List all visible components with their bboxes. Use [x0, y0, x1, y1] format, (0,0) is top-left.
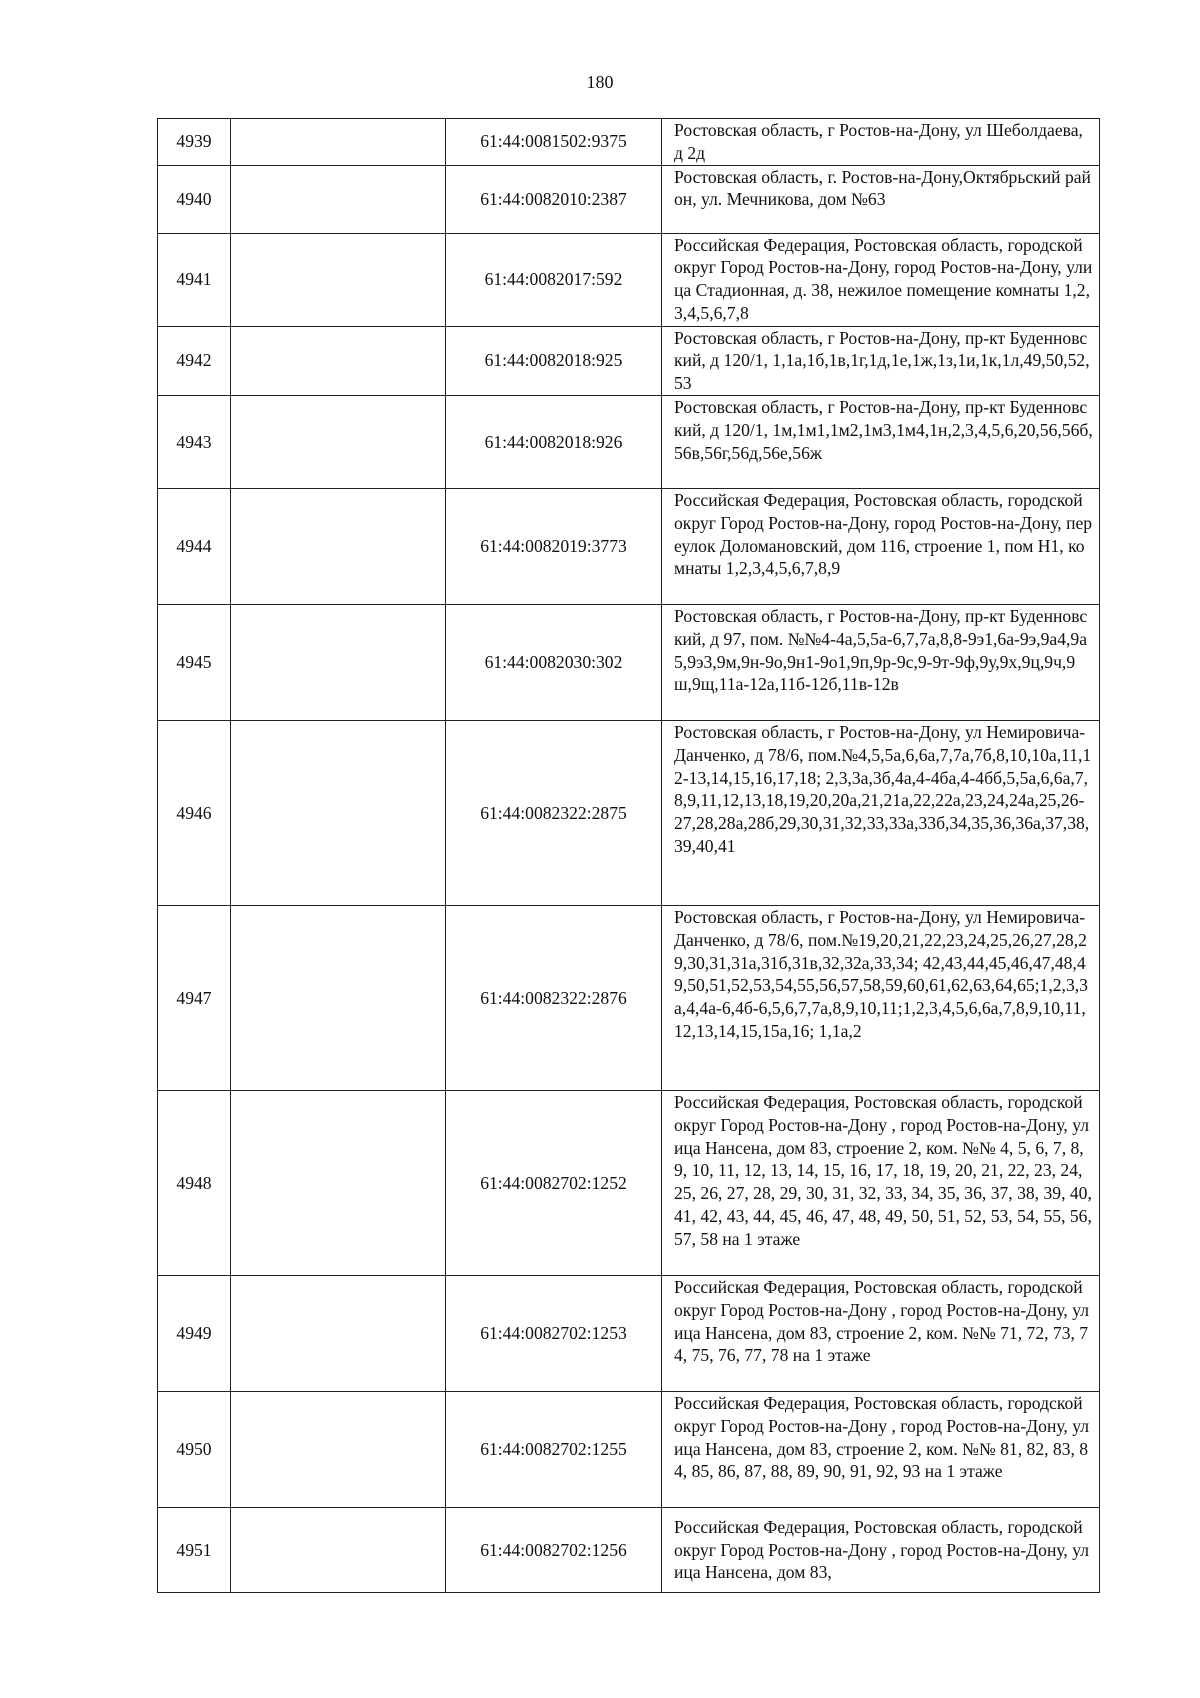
table-row: [158, 326, 1100, 395]
table-row: [158, 604, 1100, 720]
address-cell: Ростовская область, г Ростов-на-Дону, пр-кт Буденновский, д 120/1, 1м,1м1,1м2,1м3,1м4,1н,2,3,4,5,6,20,56,56б,56в,56г,56д,56е,56ж: [662, 395, 1100, 488]
row-number: 4947: [158, 905, 231, 1090]
cadastral-number: 61:44:0082019:3773: [446, 488, 662, 604]
cadastral-number: 61:44:0082010:2387: [446, 165, 662, 233]
address-cell: Ростовская область, г Ростов-на-Дону, пр-кт Буденновский, д 120/1, 1,1а,1б,1в,1г,1д,1е,1ж,1з,1и,1к,1л,49,50,52,53: [662, 326, 1100, 395]
row-number: 4941: [158, 233, 231, 326]
row-number: 4948: [158, 1090, 231, 1275]
row-number: 4939: [158, 119, 231, 166]
cadastral-number: 61:44:0082017:592: [446, 233, 662, 326]
address-cell: Российская Федерация, Ростовская область, городской округ Город Ростов-на-Дону, город Ростов-на-Дону, улица Стадионная, д. 38, нежилое помещение комнаты 1,2,3,4,5,6,7,8: [662, 233, 1100, 326]
table-row: [158, 1275, 1100, 1391]
empty-cell: [231, 1507, 446, 1592]
empty-cell: [231, 1275, 446, 1391]
table-row: [158, 119, 1100, 166]
row-number: 4943: [158, 395, 231, 488]
address-cell: Российская Федерация, Ростовская область, городской округ Город Ростов-на-Дону , город Ростов-на-Дону, улица Нансена, дом 83, строение 2, ком. №№ 81, 82, 83, 84, 85, 86, 87, 88, 89, 90, 91, 92, 93 на 1 этаже: [662, 1391, 1100, 1507]
row-number: 4940: [158, 165, 231, 233]
address-cell: Российская Федерация, Ростовская область, городской округ Город Ростов-на-Дону , город Ростов-на-Дону, улица Нансена, дом 83, строение 2, ком. №№ 71, 72, 73, 74, 75, 76, 77, 78 на 1 этаже: [662, 1275, 1100, 1391]
table-row: [158, 1391, 1100, 1507]
row-number: 4945: [158, 604, 231, 720]
table-row: [158, 905, 1100, 1090]
cadastral-number: 61:44:0082702:1256: [446, 1507, 662, 1592]
cadastral-number: 61:44:0082322:2876: [446, 905, 662, 1090]
address-cell: Ростовская область, г Ростов-на-Дону, ул Немировича-Данченко, д 78/6, пом.№19,20,21,22,23,24,25,26,27,28,29,30,31,31а,31б,31в,32,32а,33,34; 42,43,44,45,46,47,48,49,50,51,52,53,54,55,56,57,58,59,60,61,62,63,64,65;1,2,3,3а,4,4а-6,4б-6,5,6,7,7а,8,9,10,11;1,2,3,4,5,6,6а,7,8,9,10,11,12,13,14,15,15а,16; 1,1а,2: [662, 905, 1100, 1090]
table-row: [158, 233, 1100, 326]
cadastral-number: 61:44:0082018:926: [446, 395, 662, 488]
cadastral-number: 61:44:0082322:2875: [446, 720, 662, 905]
table-row: [158, 720, 1100, 905]
empty-cell: [231, 720, 446, 905]
cadastral-number: 61:44:0082702:1255: [446, 1391, 662, 1507]
table-row: [158, 165, 1100, 233]
address-cell: Ростовская область, г Ростов-на-Дону, пр-кт Буденновский, д 97, пом. №№4-4а,5,5а-6,7,7а,8,8-9э1,6а-9э,9а4,9а5,9э3,9м,9н-9о,9н1-9о1,9п,9р-9с,9-9т-9ф,9у,9х,9ц,9ч,9ш,9щ,11а-12а,11б-12б,11в-12в: [662, 604, 1100, 720]
row-number: 4949: [158, 1275, 231, 1391]
address-cell: Российская Федерация, Ростовская область, городской округ Город Ростов-на-Дону , город Ростов-на-Дону, улица Нансена, дом 83, строение 2, ком. №№ 4, 5, 6, 7, 8, 9, 10, 11, 12, 13, 14, 15, 16, 17, 18, 19, 20, 21, 22, 23, 24, 25, 26, 27, 28, 29, 30, 31, 32, 33, 34, 35, 36, 37, 38, 39, 40, 41, 42, 43, 44, 45, 46, 47, 48, 49, 50, 51, 52, 53, 54, 55, 56, 57, 58 на 1 этаже: [662, 1090, 1100, 1275]
row-number: 4944: [158, 488, 231, 604]
empty-cell: [231, 119, 446, 166]
empty-cell: [231, 1090, 446, 1275]
row-number: 4951: [158, 1507, 231, 1592]
address-cell: Российская Федерация, Ростовская область, городской округ Город Ростов-на-Дону, город Ростов-на-Дону, переулок Доломановский, дом 116, строение 1, пом Н1, комнаты 1,2,3,4,5,6,7,8,9: [662, 488, 1100, 604]
row-number: 4942: [158, 326, 231, 395]
empty-cell: [231, 395, 446, 488]
cadastral-number: 61:44:0082018:925: [446, 326, 662, 395]
table-row: [158, 1090, 1100, 1275]
row-number: 4950: [158, 1391, 231, 1507]
empty-cell: [231, 604, 446, 720]
row-number: 4946: [158, 720, 231, 905]
empty-cell: [231, 905, 446, 1090]
address-cell: Ростовская область, г. Ростов-на-Дону,Октябрьский район, ул. Мечникова, дом №63: [662, 165, 1100, 233]
cadastral-number: 61:44:0082702:1252: [446, 1090, 662, 1275]
cadastral-number: 61:44:0082702:1253: [446, 1275, 662, 1391]
page-number: 180: [586, 72, 614, 92]
empty-cell: [231, 1391, 446, 1507]
address-cell: Ростовская область, г Ростов-на-Дону, ул Немировича-Данченко, д 78/6, пом.№4,5,5а,6,6а,7,7а,7б,8,10,10а,11,12-13,14,15,16,17,18; 2,3,3а,3б,4а,4-4ба,4-4бб,5,5а,6,6а,7,8,9,11,12,13,18,19,20,20а,21,21а,22,22а,23,24,24а,25,26-27,28,28а,28б,29,30,31,32,33,33а,33б,34,35,36,36а,37,38,39,40,41: [662, 720, 1100, 905]
table-row: [158, 395, 1100, 488]
empty-cell: [231, 488, 446, 604]
address-cell: Ростовская область, г Ростов-на-Дону, ул Шеболдаева, д 2д: [662, 119, 1100, 166]
table-row: [158, 488, 1100, 604]
empty-cell: [231, 165, 446, 233]
registry-table: [157, 118, 1100, 1593]
cadastral-number: 61:44:0082030:302: [446, 604, 662, 720]
table-row: [158, 1507, 1100, 1592]
empty-cell: [231, 326, 446, 395]
address-cell: Российская Федерация, Ростовская область, городской округ Город Ростов-на-Дону , город Ростов-на-Дону, улица Нансена, дом 83,: [662, 1507, 1100, 1592]
cadastral-number: 61:44:0081502:9375: [446, 119, 662, 166]
empty-cell: [231, 233, 446, 326]
